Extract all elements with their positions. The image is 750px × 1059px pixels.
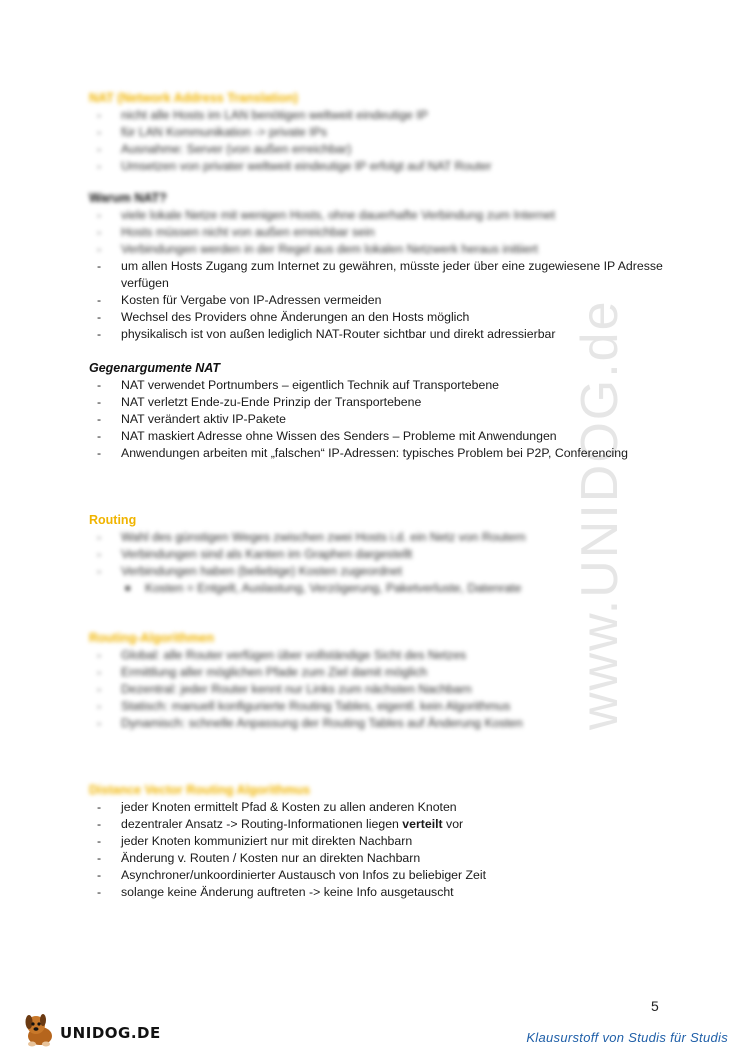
list-item: - Kosten für Vergabe von IP-Adressen vermeiden bbox=[97, 293, 382, 307]
list-item: - Verbindungen werden in der Regel aus dem lokalen Netzwerk heraus initiiert bbox=[97, 242, 538, 256]
list-item: - Verbindungen haben (beliebige) Kosten zugeordnet bbox=[97, 564, 402, 578]
section-routing bbox=[89, 512, 669, 597]
list-item: - Global: alle Router verfügen über vollständige Sicht des Netzes bbox=[97, 648, 467, 662]
list-item: - solange keine Änderung auftreten -> keine Info ausgetauscht bbox=[97, 885, 454, 899]
warum-list bbox=[89, 207, 669, 343]
list-item: - NAT verletzt Ende-zu-Ende Prinzip der Transportebene bbox=[97, 395, 422, 409]
list-item: - Verbindungen sind als Kanten im Graphen dargestellt bbox=[97, 547, 413, 561]
list-item: - NAT verwendet Portnumbers – eigentlich Technik auf Transportebene bbox=[97, 378, 500, 392]
section-warum-nat bbox=[89, 190, 669, 343]
distance-heading: Distance Vector Routing Algorithmus bbox=[89, 783, 311, 797]
footer-tagline: Klausurstoff von Studis für Studis bbox=[526, 1030, 728, 1045]
section-routing-algorithmen bbox=[89, 630, 669, 732]
page-number: 5 bbox=[651, 998, 659, 1014]
list-subitem: ■ Kosten = Entgelt, Auslastung, Verzögerung, Paketverluste, Datenrate bbox=[125, 581, 522, 595]
nat-heading: NAT (Network Address Translation) bbox=[89, 91, 299, 105]
warum-heading: Warum NAT? bbox=[89, 191, 167, 205]
watermark-text: www.UNIDOG.de bbox=[571, 299, 629, 730]
list-item: - für LAN Kommunikation -> private IPs bbox=[97, 125, 328, 139]
section-nat bbox=[89, 90, 669, 175]
list-item: - Wechsel des Providers ohne Änderungen an den Hosts möglich bbox=[97, 310, 470, 324]
list-item: - Dynamisch: schnelle Anpassung der Routing Tables auf Änderung Kosten bbox=[97, 716, 523, 730]
list-item: - NAT verändert aktiv IP-Pakete bbox=[97, 412, 286, 426]
routing-heading: Routing bbox=[89, 513, 137, 527]
list-item: - Änderung v. Routen / Kosten nur an direkten Nachbarn bbox=[97, 851, 421, 865]
section-distance-vector bbox=[89, 782, 669, 901]
list-item: - physikalisch ist von außen lediglich NAT-Router sichtbar und direkt adressierbar bbox=[97, 327, 556, 341]
list-item: - Hosts müssen nicht von außen erreichbar sein bbox=[97, 225, 375, 239]
list-item: - Dezentral: jeder Router kennt nur Links zum nächsten Nachbarn bbox=[97, 682, 472, 696]
algorithmen-heading: Routing-Algorithmen bbox=[89, 631, 214, 645]
unidog-logo bbox=[22, 1012, 162, 1048]
gegen-list bbox=[89, 377, 669, 462]
list-item: - Ausnahme: Server (von außen erreichbar) bbox=[97, 142, 352, 156]
list-item: - NAT maskiert Adresse ohne Wissen des Senders – Probleme mit Anwendungen bbox=[97, 429, 557, 443]
list-item: - dezentraler Ansatz -> Routing-Informationen liegen verteilt vor bbox=[97, 817, 464, 831]
bold-word: verteilt bbox=[402, 817, 443, 831]
list-item: - um allen Hosts Zugang zum Internet zu gewähren, müsste jeder über eine zugewiesene IP Adresse verfügen bbox=[97, 259, 663, 290]
list-item: - Ermittlung aller möglichen Pfade zum Ziel damit möglich bbox=[97, 665, 428, 679]
list-item: - Umsetzen von privater weltweit eindeutige IP erfolgt auf NAT Router bbox=[97, 159, 492, 173]
list-item: - Anwendungen arbeiten mit „falschen“ IP-Adressen: typisches Problem bei P2P, Conferencing bbox=[97, 446, 628, 460]
logo-text: UNIDOG.DE bbox=[60, 1024, 161, 1042]
section-gegenargumente bbox=[89, 360, 669, 462]
distance-list bbox=[89, 799, 669, 901]
dog-icon bbox=[22, 1012, 62, 1048]
list-item: - jeder Knoten kommuniziert nur mit direkten Nachbarn bbox=[97, 834, 413, 848]
routing-list bbox=[89, 529, 669, 597]
list-item: - jeder Knoten ermittelt Pfad & Kosten zu allen anderen Knoten bbox=[97, 800, 457, 814]
gegen-heading: Gegenargumente NAT bbox=[89, 361, 221, 375]
algorithmen-list bbox=[89, 647, 669, 732]
list-item: - Asynchroner/unkoordinierter Austausch von Infos zu beliebiger Zeit bbox=[97, 868, 487, 882]
list-item: - viele lokale Netze mit wenigen Hosts, ohne dauerhafte Verbindung zum Internet bbox=[97, 208, 556, 222]
list-item: - nicht alle Hosts im LAN benötigen weltweit eindeutige IP bbox=[97, 108, 428, 122]
list-item: - Statisch: manuell konfigurierte Routing Tables, eigentl. kein Algorithmus bbox=[97, 699, 511, 713]
list-item: - Wahl des günstigen Weges zwischen zwei Hosts i.d. ein Netz von Routern bbox=[97, 530, 526, 544]
nat-list bbox=[89, 107, 669, 175]
